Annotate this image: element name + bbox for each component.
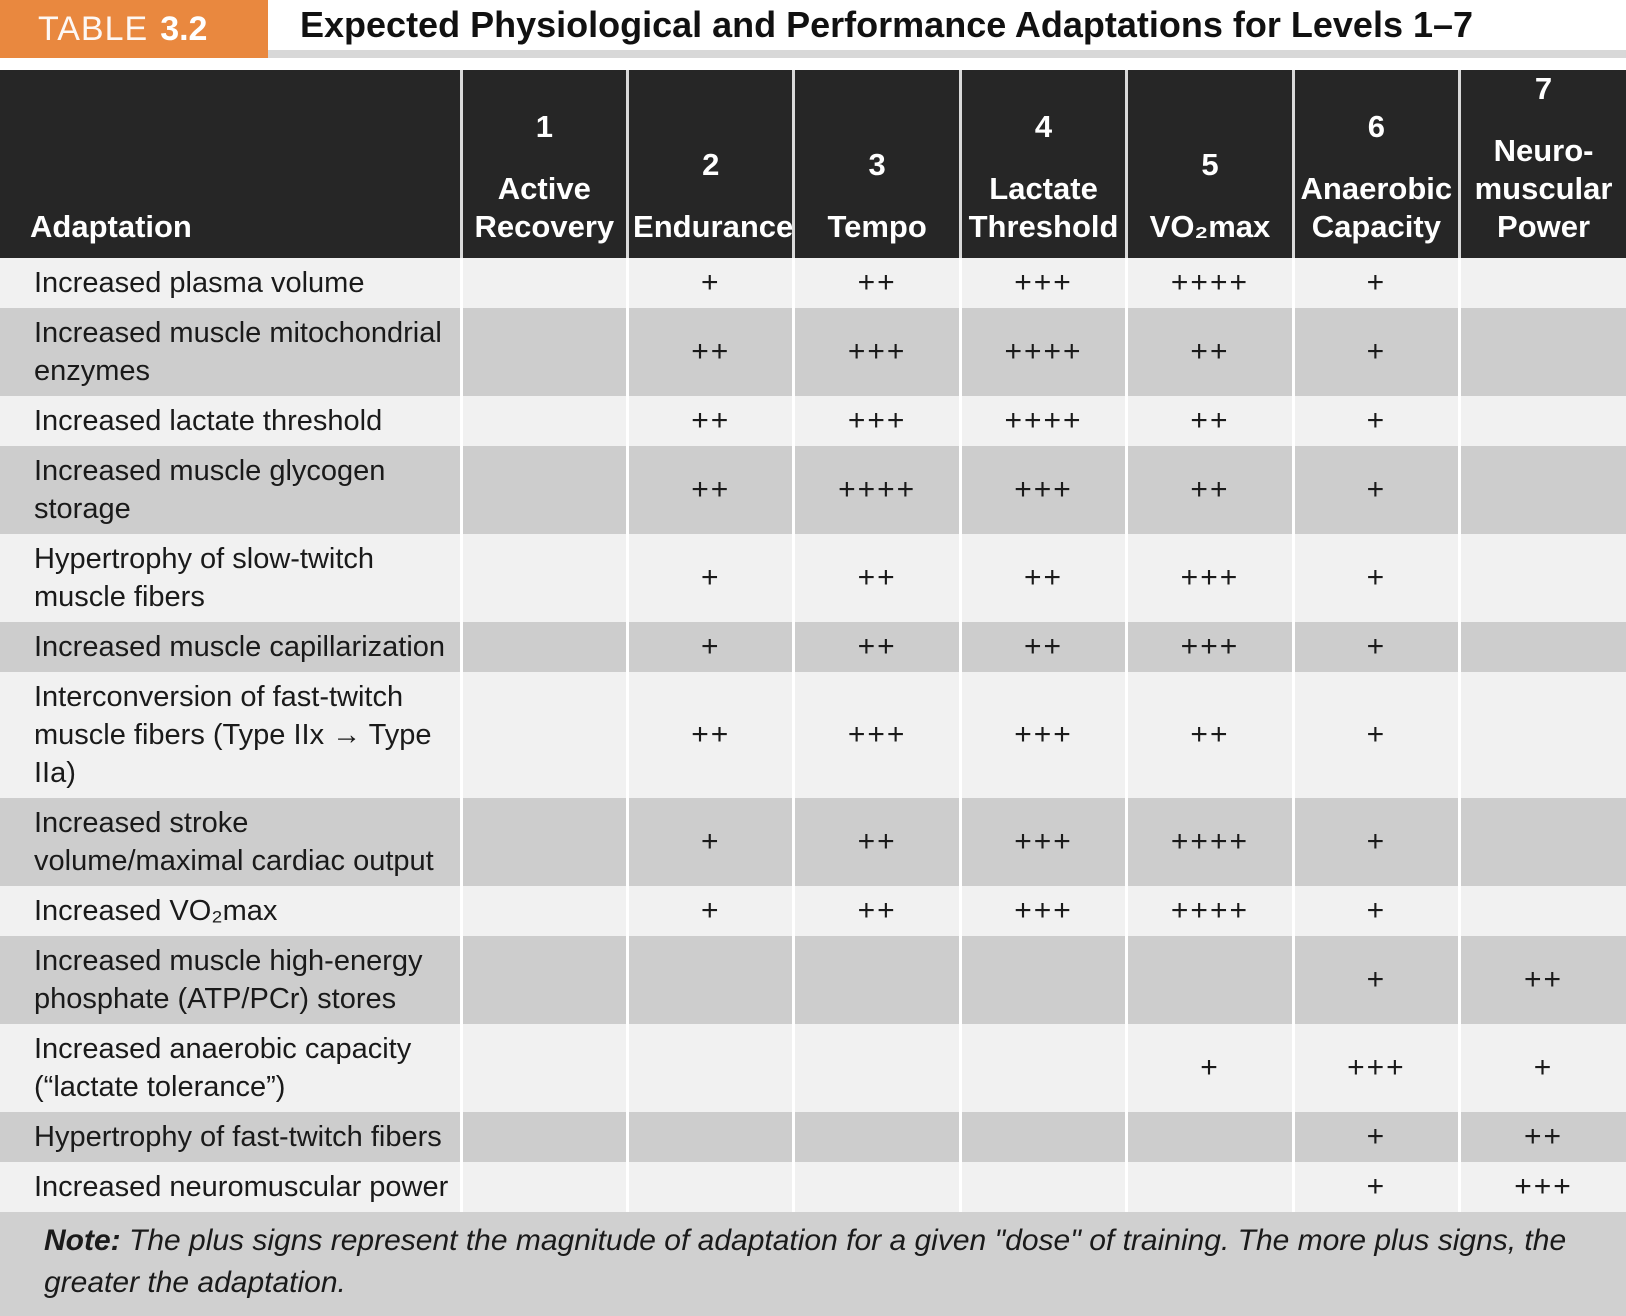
adaptation-level-2-cell: + — [628, 886, 794, 936]
adaptation-level-4-cell: ++ — [960, 622, 1126, 672]
adaptation-level-1-cell — [461, 886, 627, 936]
adaptation-level-3-cell: +++ — [794, 308, 960, 396]
adaptation-level-6-cell: + — [1293, 258, 1459, 308]
table-row — [0, 258, 1626, 308]
column-header-level-7 — [1460, 70, 1626, 258]
adaptation-level-2-cell — [628, 1112, 794, 1162]
adaptation-label: Increased lactate threshold — [0, 396, 461, 446]
column-header-level-2 — [628, 70, 794, 258]
adaptation-level-7-cell: ++ — [1460, 936, 1626, 1024]
adaptation-level-5-cell: ++++ — [1127, 798, 1293, 886]
adaptation-level-7-cell: + — [1460, 1024, 1626, 1112]
adaptation-label: Increased muscle mitochondrial enzymes — [0, 308, 461, 396]
level-name: Anaerobic Capacity — [1300, 171, 1453, 244]
adaptation-label: Increased stroke volume/maximal cardiac output — [0, 798, 461, 886]
table-title: Expected Physiological and Performance Adaptations for Levels 1–7 — [300, 4, 1474, 45]
adaptation-level-6-cell: + — [1293, 622, 1459, 672]
adaptation-level-6-cell: + — [1293, 308, 1459, 396]
adaptation-level-2-cell — [628, 1162, 794, 1212]
adaptation-level-6-cell: + — [1293, 1162, 1459, 1212]
adaptation-level-4-cell — [960, 1162, 1126, 1212]
adaptation-level-3-cell — [794, 1162, 960, 1212]
level-name: VO₂max — [1149, 209, 1271, 244]
adaptation-level-4-cell: +++ — [960, 258, 1126, 308]
adaptation-level-7-cell — [1460, 396, 1626, 446]
adaptation-level-7-cell — [1460, 534, 1626, 622]
adaptation-level-1-cell — [461, 672, 627, 798]
adaptation-level-1-cell — [461, 396, 627, 446]
level-number: 7 — [1534, 71, 1553, 106]
adaptation-level-7-cell — [1460, 672, 1626, 798]
adaptation-level-5-cell: ++++ — [1127, 258, 1293, 308]
table-row — [0, 396, 1626, 446]
column-header-level-5 — [1127, 70, 1293, 258]
adaptation-label: Increased muscle glycogen storage — [0, 446, 461, 534]
level-name: Active Recovery — [474, 171, 615, 244]
column-header-level-1 — [461, 70, 627, 258]
adaptation-level-2-cell: + — [628, 534, 794, 622]
adaptation-level-1-cell — [461, 534, 627, 622]
adaptation-level-1-cell — [461, 1162, 627, 1212]
adaptation-level-5-cell — [1127, 1162, 1293, 1212]
adaptation-level-4-cell: +++ — [960, 446, 1126, 534]
adaptation-level-6-cell: + — [1293, 446, 1459, 534]
adaptation-level-3-cell — [794, 936, 960, 1024]
adaptation-level-6-cell: + — [1293, 798, 1459, 886]
table-badge-number: 3.2 — [160, 9, 208, 48]
table-row — [0, 446, 1626, 534]
column-header-level-6 — [1293, 70, 1459, 258]
adaptation-level-4-cell: +++ — [960, 672, 1126, 798]
adaptation-level-2-cell: ++ — [628, 446, 794, 534]
column-header-level-4 — [960, 70, 1126, 258]
adaptation-level-1-cell — [461, 622, 627, 672]
adaptation-level-5-cell: + — [1127, 1024, 1293, 1112]
adaptation-level-2-cell: ++ — [628, 396, 794, 446]
table-header-bar — [0, 0, 1626, 62]
adaptation-level-2-cell: ++ — [628, 672, 794, 798]
adaptation-label: Increased neuromuscular power — [0, 1162, 461, 1212]
adaptation-level-7-cell — [1460, 446, 1626, 534]
adaptation-level-4-cell: +++ — [960, 886, 1126, 936]
level-name: Tempo — [827, 209, 927, 244]
adaptation-level-1-cell — [461, 936, 627, 1024]
adaptation-level-4-cell: +++ — [960, 798, 1126, 886]
note-row — [0, 1212, 1626, 1316]
adaptation-level-2-cell — [628, 1024, 794, 1112]
adaptation-level-5-cell: ++ — [1127, 396, 1293, 446]
adaptation-level-4-cell: ++++ — [960, 396, 1126, 446]
level-number: 6 — [1367, 109, 1385, 144]
adaptation-level-6-cell: + — [1293, 886, 1459, 936]
adaptation-label: Hypertrophy of fast-twitch fibers — [0, 1112, 461, 1162]
level-number: 3 — [868, 147, 886, 182]
level-name: Lactate Threshold — [968, 171, 1119, 244]
column-header-adaptation: Adaptation — [0, 70, 461, 258]
table-row — [0, 672, 1626, 798]
adaptation-level-7-cell — [1460, 308, 1626, 396]
adaptation-level-4-cell: ++ — [960, 534, 1126, 622]
table-row — [0, 1024, 1626, 1112]
table-row — [0, 534, 1626, 622]
adaptation-level-4-cell — [960, 936, 1126, 1024]
note-label: Note: — [44, 1224, 121, 1257]
adaptation-level-5-cell: ++ — [1127, 672, 1293, 798]
adaptation-level-7-cell — [1460, 258, 1626, 308]
adaptation-label: Increased muscle capillarization — [0, 622, 461, 672]
table-row — [0, 936, 1626, 1024]
adaptation-level-7-cell — [1460, 798, 1626, 886]
adaptation-level-7-cell — [1460, 886, 1626, 936]
adaptation-label: Increased muscle high-energy phosphate (ATP/PCr) stores — [0, 936, 461, 1024]
adaptation-label: Increased plasma volume — [0, 258, 461, 308]
adaptation-level-2-cell: + — [628, 258, 794, 308]
level-number: 4 — [1034, 109, 1053, 144]
adaptation-level-3-cell: ++ — [794, 798, 960, 886]
adaptation-level-5-cell: ++++ — [1127, 886, 1293, 936]
adaptations-table — [0, 70, 1626, 1316]
table-note — [0, 1212, 1626, 1316]
adaptation-level-6-cell: +++ — [1293, 1024, 1459, 1112]
adaptation-level-1-cell — [461, 798, 627, 886]
adaptation-level-3-cell — [794, 1024, 960, 1112]
adaptation-level-4-cell — [960, 1024, 1126, 1112]
adaptation-level-3-cell: ++ — [794, 886, 960, 936]
adaptation-level-2-cell: + — [628, 798, 794, 886]
level-name: Endurance — [633, 209, 794, 244]
level-number: 2 — [702, 147, 720, 182]
adaptation-level-3-cell: ++ — [794, 534, 960, 622]
table-badge-label: TABLE — [38, 9, 149, 48]
table-row — [0, 622, 1626, 672]
adaptation-level-5-cell: ++ — [1127, 308, 1293, 396]
adaptation-level-7-cell: +++ — [1460, 1162, 1626, 1212]
adaptation-level-1-cell — [461, 308, 627, 396]
table-row — [0, 798, 1626, 886]
adaptation-level-5-cell: ++ — [1127, 446, 1293, 534]
adaptation-level-7-cell — [1460, 622, 1626, 672]
adaptation-level-4-cell: ++++ — [960, 308, 1126, 396]
adaptation-level-6-cell: + — [1293, 672, 1459, 798]
adaptation-level-6-cell: + — [1293, 1112, 1459, 1162]
adaptation-label: Hypertrophy of slow-twitch muscle fibers — [0, 534, 461, 622]
adaptation-level-5-cell: +++ — [1127, 534, 1293, 622]
adaptation-label: Increased anaerobic capacity (“lactate tolerance”) — [0, 1024, 461, 1112]
adaptation-level-3-cell: ++ — [794, 622, 960, 672]
adaptation-level-2-cell: ++ — [628, 308, 794, 396]
adaptation-level-3-cell: +++ — [794, 396, 960, 446]
note-text: The plus signs represent the magnitude of adaptation for a given "dose" of training. The more plus signs, the greater the adaptation. — [44, 1224, 1567, 1299]
adaptation-label: Increased VO₂max — [0, 886, 461, 936]
adaptation-level-4-cell — [960, 1112, 1126, 1162]
adaptation-level-3-cell: ++++ — [794, 446, 960, 534]
table-body — [0, 258, 1626, 1212]
column-header-row — [0, 70, 1626, 258]
table-row — [0, 1112, 1626, 1162]
adaptation-level-5-cell: +++ — [1127, 622, 1293, 672]
adaptation-level-7-cell: ++ — [1460, 1112, 1626, 1162]
adaptation-level-2-cell — [628, 936, 794, 1024]
column-header-level-3 — [794, 70, 960, 258]
table-row — [0, 886, 1626, 936]
adaptation-level-1-cell — [461, 258, 627, 308]
adaptation-level-3-cell: +++ — [794, 672, 960, 798]
adaptation-level-3-cell: ++ — [794, 258, 960, 308]
level-name: Neuro-muscular Power — [1474, 133, 1613, 244]
adaptation-level-3-cell — [794, 1112, 960, 1162]
adaptation-level-2-cell: + — [628, 622, 794, 672]
table-badge — [0, 0, 268, 58]
adaptation-level-6-cell: + — [1293, 936, 1459, 1024]
adaptation-level-1-cell — [461, 1112, 627, 1162]
adaptation-level-1-cell — [461, 1024, 627, 1112]
adaptation-level-6-cell: + — [1293, 534, 1459, 622]
adaptation-level-5-cell — [1127, 936, 1293, 1024]
level-number: 5 — [1201, 147, 1219, 182]
adaptation-label: Interconversion of fast-twitch muscle fibers (Type IIx → Type IIa) — [0, 672, 461, 798]
table-row — [0, 1162, 1626, 1212]
adaptation-level-6-cell: + — [1293, 396, 1459, 446]
level-number: 1 — [535, 109, 553, 144]
header-divider — [268, 50, 1626, 58]
table-row — [0, 308, 1626, 396]
adaptation-level-1-cell — [461, 446, 627, 534]
adaptation-level-5-cell — [1127, 1112, 1293, 1162]
